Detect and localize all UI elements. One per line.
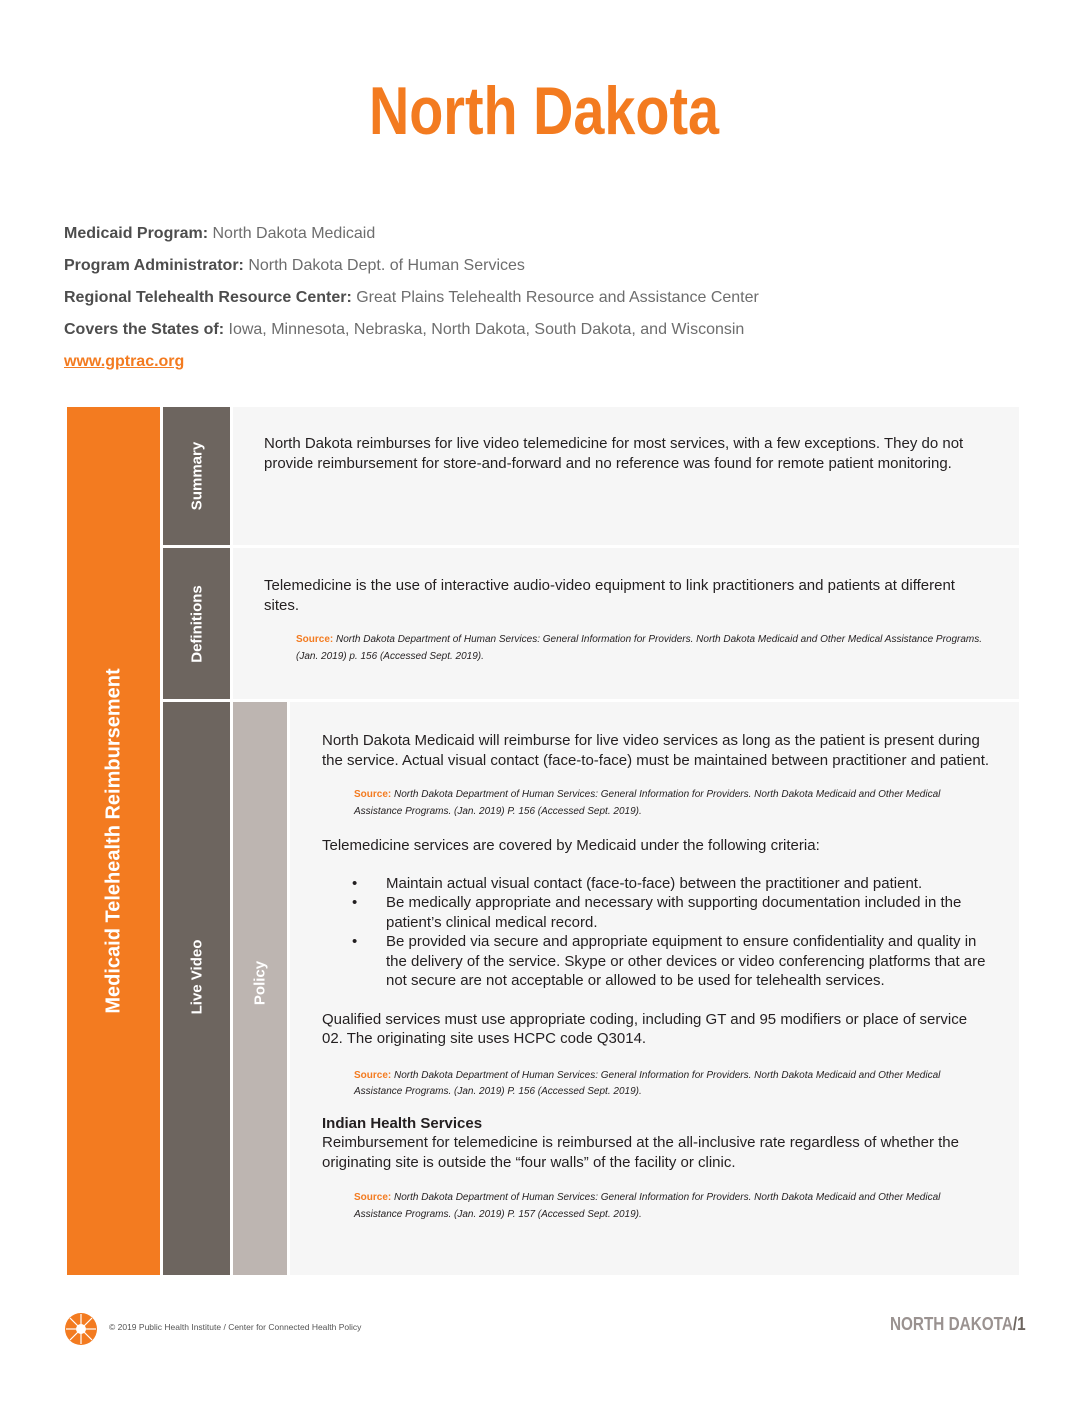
list-item: • Be provided via secure and appropriate equipment to ensure confidentiality and quality in the delivery of the service. Skype or other devices or video conferencing platforms that are not secure are not acceptable or allowed to be used for telehealth services. <box>352 933 986 989</box>
footer-page-label <box>890 1314 1026 1335</box>
source-label: Source: <box>296 634 334 645</box>
rtrc-value: Great Plains Telehealth Resource and Assistance Center <box>356 289 759 306</box>
live-video-source-1 <box>354 787 990 820</box>
list-item-text: Be provided via secure and appropriate equipment to ensure confidentiality and quality in the delivery of the service. Skype or other devices or video conferencing platforms that are not secure are not acceptable or allowed to be used for telehealth services. <box>386 933 986 989</box>
covers-line <box>64 314 1024 346</box>
subtab-policy <box>233 702 287 1275</box>
rtrc-line <box>64 282 1024 314</box>
page-title: North Dakota <box>368 73 720 149</box>
medicaid-program-value: North Dakota Medicaid <box>212 225 376 242</box>
subtab-policy-label: Policy <box>251 960 269 1005</box>
medicaid-program-label: Medicaid Program: <box>64 225 209 242</box>
side-label: Medicaid Telehealth Reimbursement <box>102 668 124 1014</box>
organization-logo-icon <box>64 1312 98 1346</box>
source-text: North Dakota Department of Human Services: General Information for Providers. North Dakota Medicaid and Other Medical Assistance Programs. (Jan. 2019) P. 156 (Accessed Sept. 2019). <box>354 1069 941 1097</box>
tab-definitions-label: Definitions <box>188 584 205 663</box>
tab-live-video <box>163 702 230 1275</box>
covers-value: Iowa, Minnesota, Nebraska, North Dakota, South Dakota, and Wisconsin <box>228 321 745 338</box>
ihs-heading: Indian Health Services <box>322 1114 483 1132</box>
footer-copyright: © 2019 Public Health Institute / Center for Connected Health Policy <box>109 1322 362 1332</box>
footer-state: NORTH DAKOTA <box>890 1314 1014 1334</box>
live-video-source-3 <box>354 1190 990 1223</box>
ihs-text: Reimbursement for telemedicine is reimbursed at the all-inclusive rate regardless of whether the originating site is outside the “four walls” of the facility or clinic. <box>322 1134 959 1171</box>
source-label: Source: <box>354 1192 392 1203</box>
administrator-value: North Dakota Dept. of Human Services <box>248 257 525 274</box>
live-video-source-2 <box>354 1068 990 1101</box>
source-text: North Dakota Department of Human Services: General Information for Providers. North Dakota Medicaid and Other Medical Assistance Programs. (Jan. 2019) P. 157 (Accessed Sept. 2019). <box>354 1192 941 1220</box>
live-video-panel <box>290 702 1019 1275</box>
administrator-line <box>64 250 1024 282</box>
tab-definitions <box>163 548 230 699</box>
tab-summary-label: Summary <box>188 441 205 511</box>
tab-summary <box>163 407 230 545</box>
summary-panel <box>233 407 1019 545</box>
source-label: Source: <box>354 789 392 800</box>
side-label-bar <box>67 407 160 1275</box>
gptrac-link[interactable]: www.gptrac.org <box>64 353 185 370</box>
summary-text: North Dakota reimburses for live video telemedicine for most services, with a few exceptions. They do not provide reimbursement for store-and-forward and no reference was found for remote patient monitoring. <box>264 435 964 472</box>
administrator-label: Program Administrator: <box>64 257 244 274</box>
footer-separator: / <box>1013 1314 1018 1334</box>
medicaid-program-line <box>64 218 1024 250</box>
list-item: • Maintain actual visual contact (face-to-face) between the practitioner and patient. <box>352 874 923 892</box>
live-video-p2: Qualified services must use appropriate coding, including GT and 95 modifiers or place of service 02. The originating site uses HCPC code Q3014. <box>322 1010 968 1047</box>
list-item-text: Be medically appropriate and necessary with supporting documentation included in the patient’s clinical medical record. <box>386 894 962 931</box>
source-label: Source: <box>354 1069 392 1081</box>
page-number: 1 <box>1017 1314 1026 1334</box>
list-item-text: Maintain actual visual contact (face-to-face) between the practitioner and patient. <box>386 874 923 892</box>
program-info <box>64 218 1024 378</box>
covers-label: Covers the States of: <box>64 321 225 338</box>
definitions-text: Telemedicine is the use of interactive audio-video equipment to link practitioners and patients at different sites. <box>264 577 955 614</box>
definitions-source <box>296 632 986 665</box>
criteria-intro: Telemedicine services are covered by Medicaid under the following criteria: <box>322 837 820 854</box>
tab-live-video-label: Live Video <box>188 939 205 1015</box>
list-item: • Be medically appropriate and necessary with supporting documentation included in the patient’s clinical medical record. <box>352 894 962 931</box>
definitions-panel <box>233 548 1019 699</box>
source-text: North Dakota Department of Human Services: General Information for Providers. North Dakota Medicaid and Other Medical Assistance Programs. (Jan. 2019) P. 156 (Accessed Sept. 2019). <box>354 789 941 817</box>
live-video-p1: North Dakota Medicaid will reimburse for live video services as long as the patient is present during the service. Actual visual contact (face-to-face) must be maintained between practitioner and patient. <box>322 732 990 769</box>
rtrc-label: Regional Telehealth Resource Center: <box>64 289 352 306</box>
live-video-content <box>322 731 990 1223</box>
source-text: North Dakota Department of Human Services: General Information for Providers. North Dakota Medicaid and Other Medical Assistance Programs. (Jan. 2019) p. 156 (Accessed Sept. 2019). <box>296 634 983 662</box>
criteria-list <box>322 874 990 991</box>
